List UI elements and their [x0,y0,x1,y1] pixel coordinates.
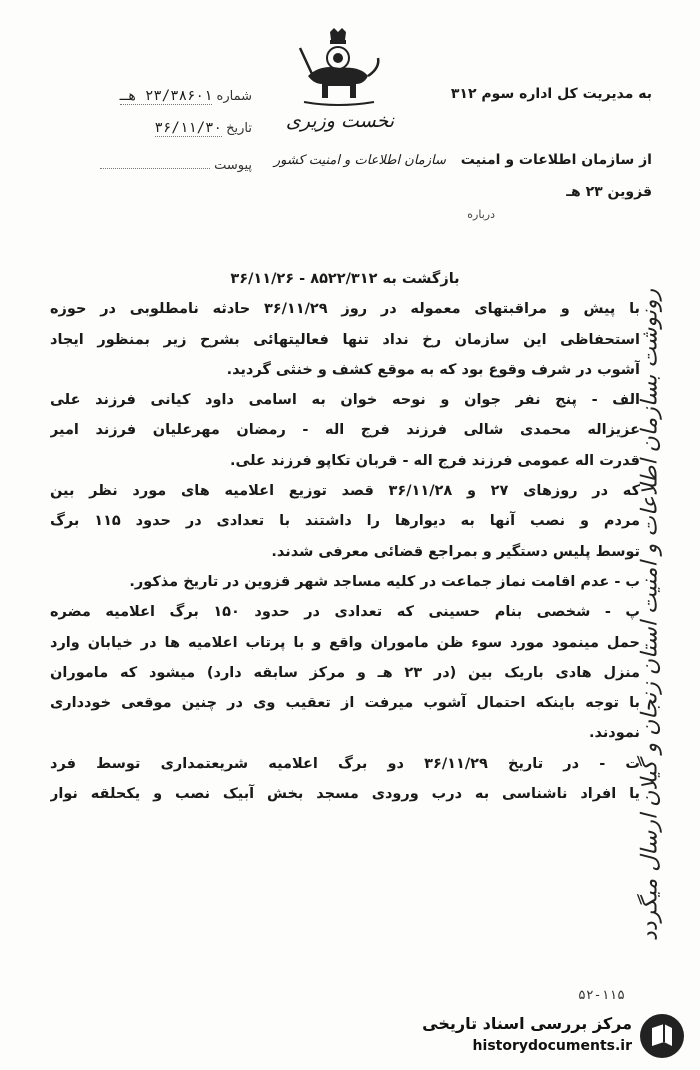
body-line: با پیش و مراقبتهای معموله در روز ۳۶/۱۱/۲۹ حادثه نامطلوبی در حوزه [50,301,640,318]
body-line: منزل هادی باریک بین (در ۲۳ هـ و مرکز سابقه دارد) میشود که ماموران [50,664,640,681]
number-label: شماره [216,89,252,104]
sender-text: از سازمان اطلاعات و امنیت [460,152,652,168]
number-value: ۲۳/۳۸۶۰۱ هـ [119,88,213,104]
handwritten-margin-note [605,265,695,965]
body-line: یا افراد ناشناسی به درب ورودی مسجد بخش آبیک نصب و یکحلقه نوار [50,786,640,803]
date-value: ۳۶/۱۱/۳۰ [154,120,222,136]
archive-logo-icon [638,1012,686,1060]
place-line: قزوین ۲۳ هـ [566,184,652,200]
sender-line [274,152,652,168]
margin-note-text: رونوشت بسازمان اطلاعات و امنیت استان زنجان و گیلان ارسال میگردد [637,288,663,942]
date-label: تاریخ [226,121,252,136]
reference-line: بازگشت به ۸۵۲۲/۳۱۲ - ۳۶/۱۱/۲۶ [230,271,460,287]
attachment-label: پیوست [214,158,252,173]
attachment-blank [100,168,210,169]
date-field [149,120,252,137]
body-line: الف - پنج نفر جوان و نوحه خوان به اسامی داود کیانی فرزند علی [50,392,640,409]
recipient-line: به مدیریت کل اداره سوم ۳۱۲ [450,86,652,102]
body-line: آشوب در شرف وقوع بود که به موقع کشف و خنثی گردید. [226,361,640,378]
watermark-title: مرکز بررسی اسناد تاریخی [422,1014,632,1033]
body-line: با توجه باینکه احتمال آشوب میرفت از تعقیب وی در چنین موقعی خودداری [50,695,640,712]
body-line: توسط پلیس دستگیر و بمراجع قضائی معرفی شدند. [271,543,640,560]
body-line: حمل مینمود مورد سوء ظن ماموران واقع و با پرتاب اعلامیه ها در خیابان وارد [50,634,640,651]
watermark-url: historydocuments.ir [472,1038,632,1054]
body-line: عزیزاله محمدی شالی فرزند فرج اله - رمضان مهرعلیان فرزند امیر [50,422,640,439]
sender-stamp: سازمان اطلاعات و امنیت کشور [273,153,446,168]
body-line: پ - شخصی بنام حسینی که تعدادی در حدود ۱۵۰ برگ اعلامیه مضره [50,604,640,621]
body-line: ب - عدم اقامت نماز جماعت در کلیه مساجد شهر قزوین در تاریخ مذکور. [129,573,640,590]
watermark [420,1008,690,1064]
page-code: ۵۲-۱۱۵ [578,988,625,1003]
number-field [114,88,252,105]
body-line: استحفاظی این سازمان رخ نداد تنها فعالیتهائی بشرح زیر بمنظور ایجاد [50,331,640,348]
body-line: نمودند. [588,725,640,742]
body-line: ت - در تاریخ ۳۶/۱۱/۲۹ دو برگ اعلامیه شریعتمداری توسط فرد [50,755,640,772]
ministry-title: نخست وزیری [285,110,395,132]
body-line: که در روزهای ۲۷ و ۳۶/۱۱/۲۸ قصد توزیع اعلامیه های مورد نظر بین [50,483,640,500]
lion-and-sun-emblem [290,28,385,108]
subject-label: درباره [467,208,495,221]
letter-body [50,264,640,809]
body-line: قدرت اله عمومی فرزند فرج اله - قربان تکاپو فرزند علی. [229,452,640,469]
attachment-field [100,158,252,173]
body-line: مردم و نصب آنها به دیوارها را داشتند با تعدادی در حدود ۱۱۵ برگ [50,513,640,530]
